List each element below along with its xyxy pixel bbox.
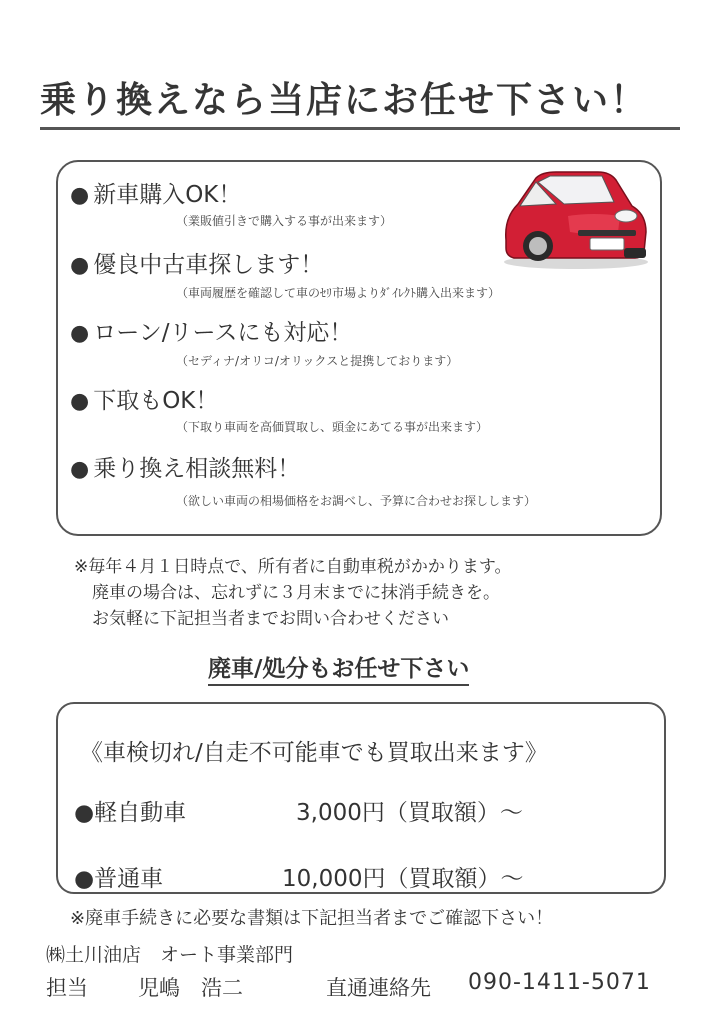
tax-notice-line-3: お気軽に下記担当者までお問い合わせください: [92, 609, 449, 629]
tax-notice-line-1: ※毎年４月１日時点で、所有者に自動車税がかかります。: [74, 557, 512, 577]
contact-phone: 090-1411-5071: [468, 970, 651, 995]
feature-loan-lease-note: （セディナ/オリコ/オリックスと提携しております）: [176, 354, 459, 368]
feature-free-consult-note: （欲しい車両の相場価格をお調べし、予算に合わせお探しします）: [176, 494, 537, 508]
feature-free-consult: ● 乗り換え相談無料！: [70, 456, 301, 482]
contact-role: 担当: [46, 976, 88, 1000]
feature-used-car: ● 優良中古車探します！: [70, 252, 324, 278]
docs-notice: ※廃車手続きに必要な書類は下記担当者までご確認下さい！: [70, 908, 554, 929]
feature-new-car: ● 新車購入OK！: [70, 182, 242, 208]
buyback-heading: 《車検切れ/自走不可能車でも買取出来ます》: [80, 740, 548, 766]
feature-used-car-note: （車両履歴を確認して車のｾﾘ市場よりﾀﾞｲﾚｸﾄ購入出来ます）: [176, 286, 501, 300]
feature-new-car-note: （業販値引きで購入する事が出来ます）: [176, 214, 393, 228]
scrap-heading: 廃車/処分もお任せ下さい: [208, 650, 469, 686]
price-regular-amount: 10,000円（買取額）～: [282, 866, 524, 892]
tax-notice-line-2: 廃車の場合は、忘れずに３月末までに抹消手続きを。: [92, 583, 500, 603]
headline: 乗り換えなら当店にお任せ下さい！: [40, 72, 680, 130]
company-name: ㈱土川油店 オート事業部門: [46, 944, 294, 966]
price-regular-label: ●普通車: [74, 866, 164, 892]
feature-trade-in-note: （下取り車両を高価買取し、頭金にあてる事が出来ます）: [176, 420, 489, 434]
price-kei-amount: 3,000円（買取額）～: [296, 800, 523, 826]
car-illustration: [494, 166, 654, 272]
feature-loan-lease: ● ローン/リースにも対応！: [70, 320, 353, 346]
feature-trade-in: ● 下取もOK！: [70, 388, 219, 414]
contact-phone-label: 直通連絡先: [326, 976, 431, 1000]
price-kei-label: ●軽自動車: [74, 800, 187, 826]
contact-name: 児嶋 浩二: [138, 976, 243, 1000]
